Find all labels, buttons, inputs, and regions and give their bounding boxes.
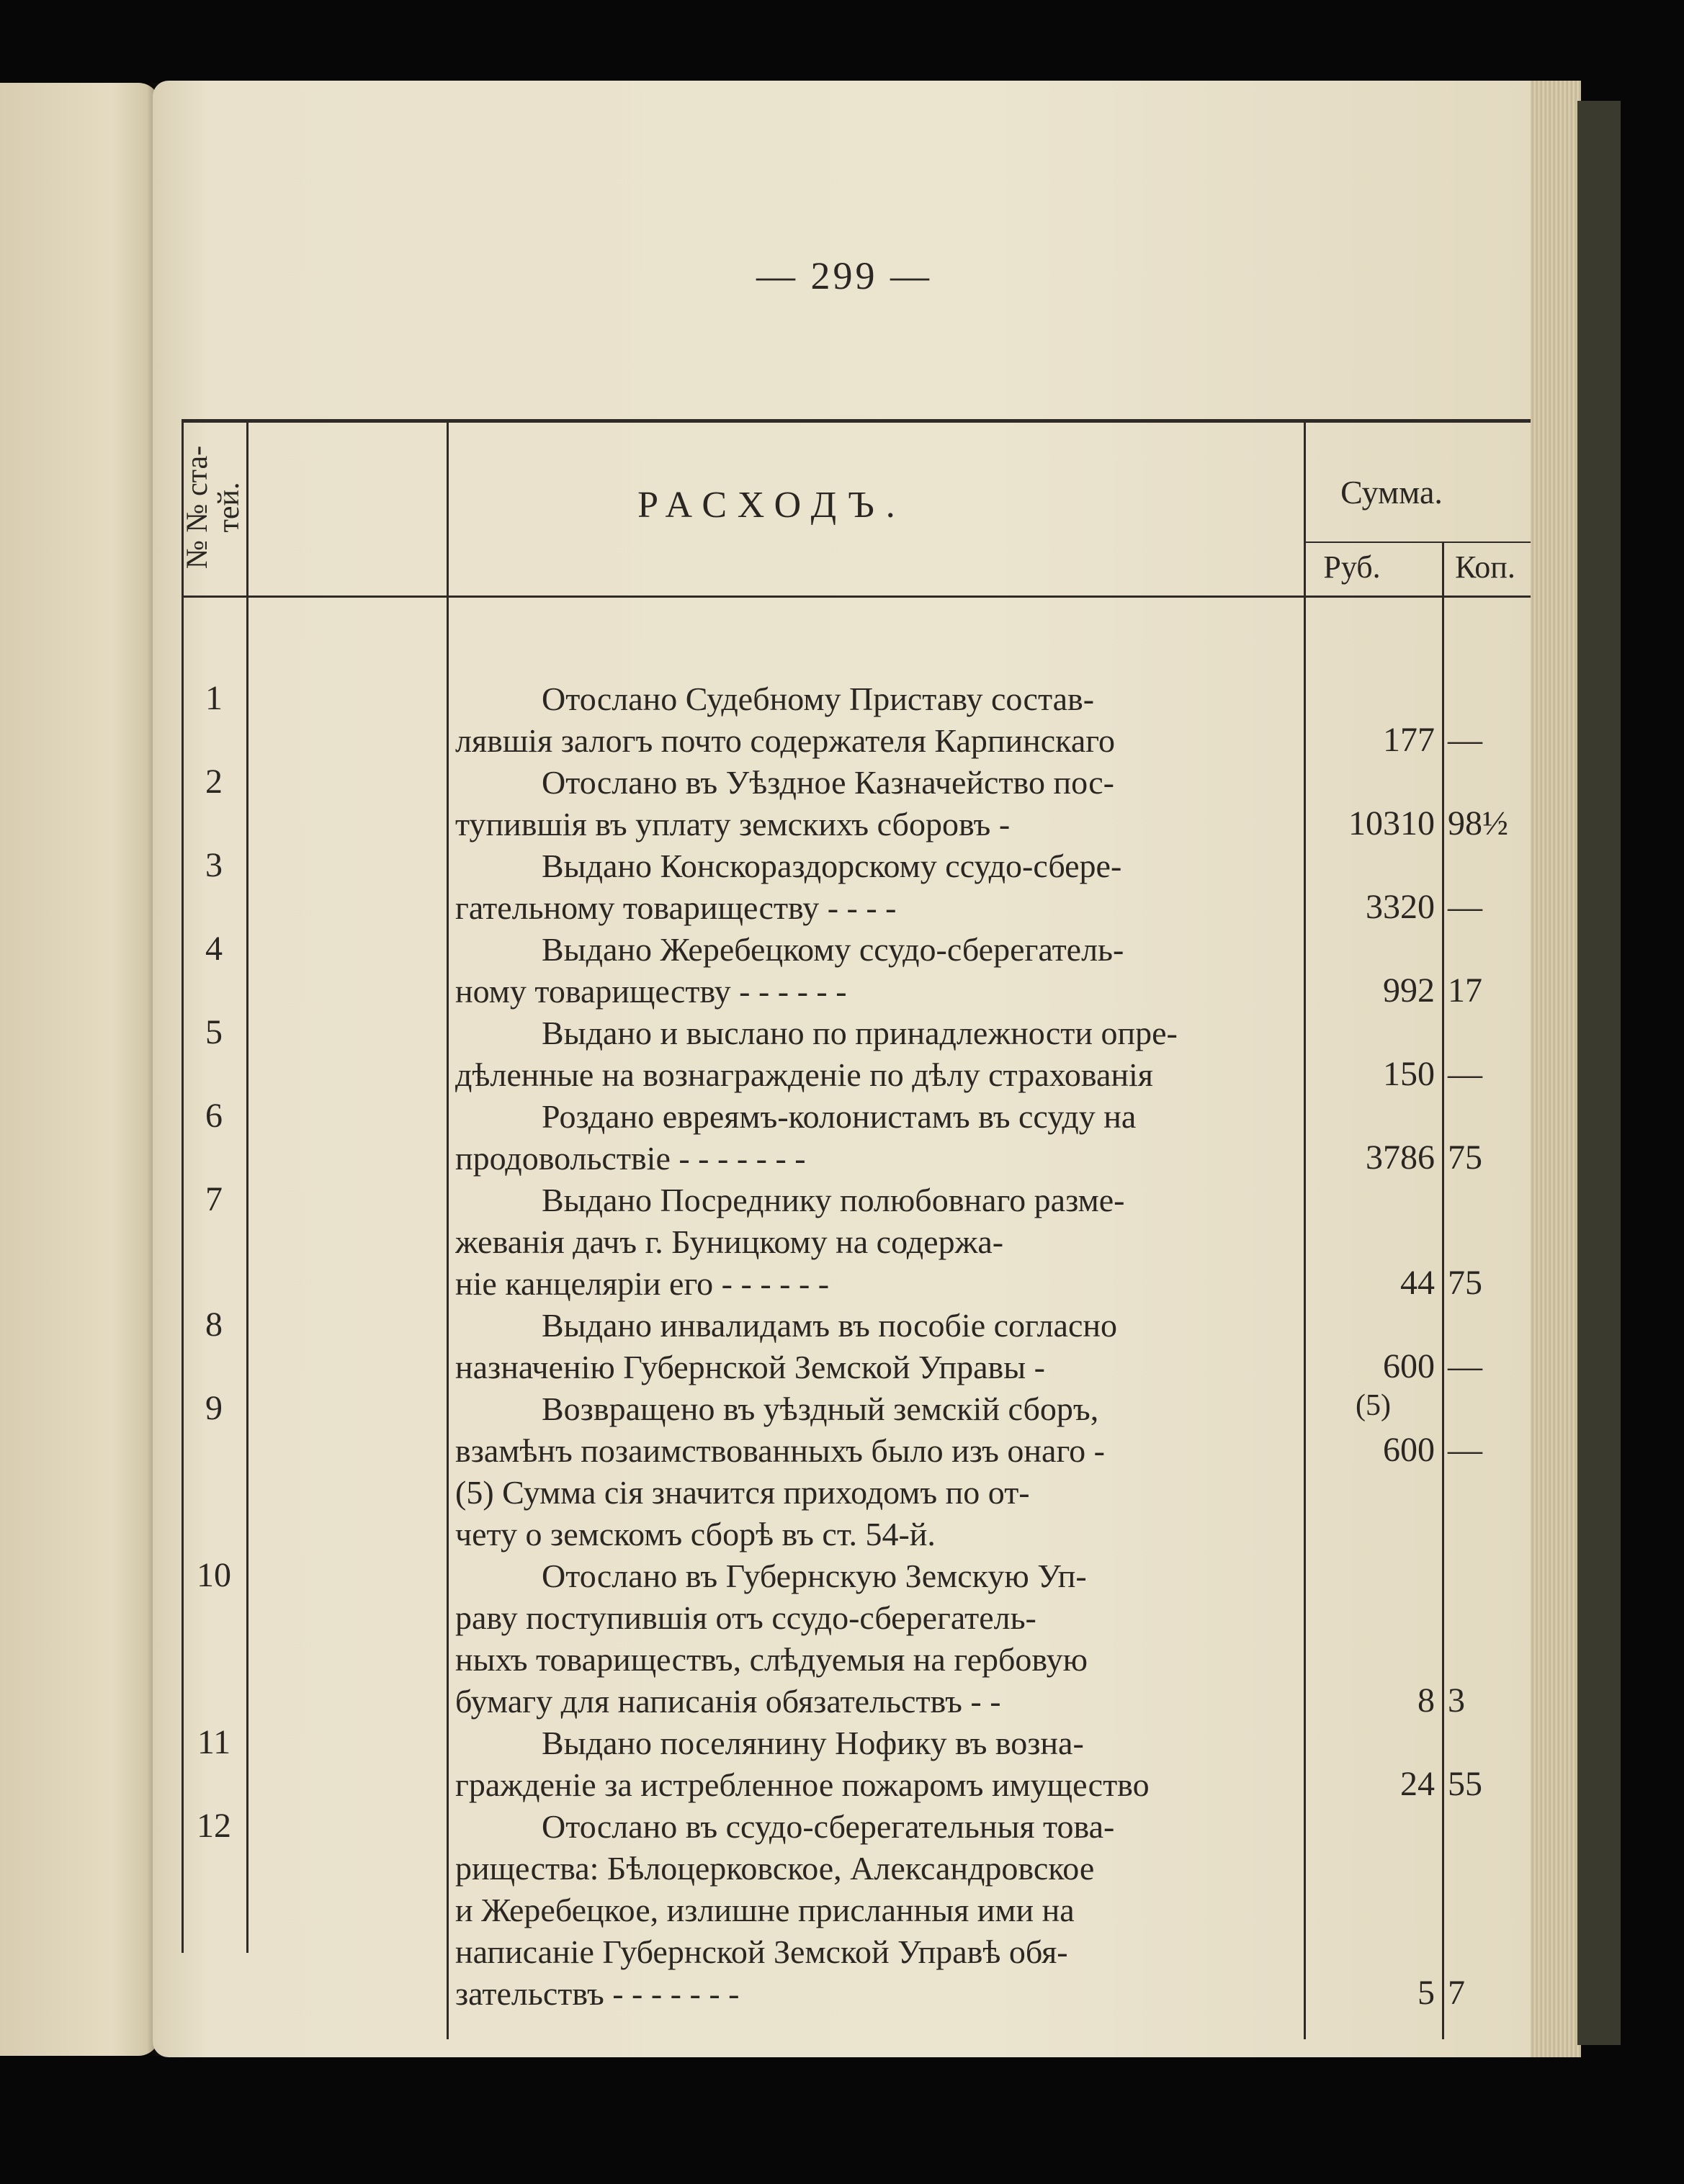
entry-line: тупившія въ уплату земскихъ сборовъ - [455,806,1011,842]
entry-line: ніе канцеляріи его - - - - - - [455,1265,830,1302]
entry-rubles: 10310 [1348,804,1435,842]
entry-rubles: 3786 [1366,1138,1435,1177]
entry-number: 3 [205,846,223,884]
entry-line: рищества: Бѣлоцерковское, Александровское [455,1850,1095,1887]
entry-line: Отослано въ ссудо-сберегательныя това- [542,1808,1115,1845]
entry-kopecks: 75 [1448,1264,1482,1302]
entry-number: 8 [205,1306,223,1344]
entry-line: гательному товариществу - - - - [455,889,897,926]
page-number: — 299 — [756,254,932,297]
entry-rubles: 5 [1417,1974,1435,2012]
entry-number: 10 [197,1556,231,1594]
entry-line: Отослано въ Уѣздное Казначейство пос- [542,764,1114,801]
entry-line: Отослано въ Губернскую Земскую Уп- [542,1558,1087,1594]
entry-rubles: 177 [1383,721,1435,759]
entry-number: 6 [205,1097,223,1135]
entry-rubles: 150 [1383,1055,1435,1093]
entry-number: 7 [205,1180,223,1218]
entry-line: Возвращено въ уѣздный земскій сборъ, [542,1390,1099,1427]
entry-line: Роздано евреямъ-колонистамъ въ ссуду на [542,1098,1137,1135]
left-page-edge [0,83,160,2056]
entry-line: Выдано Жеребецкому ссудо-сберегатель- [542,931,1124,968]
entry-line: раву поступившія отъ ссудо-сберегатель- [455,1599,1036,1636]
entry-number: 11 [197,1723,231,1761]
entry-kopecks: 3 [1448,1681,1465,1720]
entry-kopecks: — [1448,1431,1482,1469]
entry-line: гражденіе за истребленное пожаромъ имущество [455,1766,1150,1803]
entry-kopecks: — [1448,1347,1482,1385]
entry-rubles: 992 [1383,971,1435,1010]
article-number-header [182,423,246,592]
entry-number: 5 [205,1013,223,1051]
entry-kopecks: 75 [1448,1138,1482,1177]
entry-note-mark: (5) [1356,1389,1391,1422]
text-column-rule [447,419,449,2039]
entry-line: дѣленные на вознагражденіе по дѣлу страхованія [455,1056,1153,1093]
entry-number: 9 [205,1389,223,1427]
entry-number: 1 [205,679,223,717]
entry-line: Выдано инвалидамъ въ пособіе согласно [542,1307,1117,1344]
entry-line: (5) Сумма сія значится приходомъ по от- [455,1474,1030,1511]
entry-kopecks: — [1448,721,1482,759]
table-header-rule [182,596,1536,598]
book-page [153,81,1536,2057]
expense-title: РАСХОДЪ. [637,485,907,526]
entry-kopecks: 98½ [1448,804,1508,842]
rub-header: Руб. [1323,549,1381,585]
entry-rubles: 44 [1400,1264,1435,1302]
entry-line: бумагу для написанія обязательствъ - - [455,1683,1001,1720]
entry-line: Выдано Конскораздорскому ссудо-сбере- [542,848,1122,884]
entry-line: написаніе Губернской Земской Управѣ обя- [455,1933,1068,1970]
entry-line: продовольствіе - - - - - - - [455,1140,806,1177]
entry-line: лявшія залогъ почто содержателя Карпинскаго [455,722,1115,759]
entry-number: 2 [205,763,223,801]
entry-line: Выдано поселянину Нофику въ возна- [542,1725,1084,1761]
num-column-rule [246,419,248,1953]
entry-line: и Жеребецкое, излишне присланныя ими на [455,1892,1075,1928]
entry-line: Отослано Судебному Приставу состав- [542,680,1095,717]
entry-line: Выдано и выслано по принадлежности опре- [542,1015,1178,1051]
entry-kopecks: — [1448,1055,1482,1093]
entry-line: назначенію Губернской Земской Управы - [455,1349,1045,1385]
sum-header: Сумма. [1340,474,1443,511]
book-cover-edge [1577,101,1621,2045]
entry-number: 12 [197,1807,231,1845]
entry-number: 4 [205,930,223,968]
table-top-rule [182,419,1536,423]
entry-kopecks: 55 [1448,1765,1482,1803]
entry-line: Выдано Посреднику полюбовнаго разме- [542,1182,1125,1218]
entry-rubles: 24 [1400,1765,1435,1803]
entry-text [455,1388,1485,1555]
entry-kopecks: — [1448,888,1482,926]
article-number-header-label: № № ста- тей. [181,445,246,570]
entry-rubles: 8 [1417,1681,1435,1720]
kop-header: Коп. [1455,549,1515,585]
sum-subheader-rule [1305,541,1536,543]
entry-line: зательствъ - - - - - - - [455,1975,740,2012]
entry-line: ныхъ товариществъ, слѣдуемыя на гербовую [455,1641,1088,1678]
entry-rubles: 600 [1383,1347,1435,1385]
page-edges [1531,81,1581,2057]
entry-line: жеванія дачъ г. Буницкому на содержа- [455,1223,1004,1260]
entry-rubles: 600 [1383,1431,1435,1469]
entry-line: ному товариществу - - - - - - [455,973,847,1010]
entry-kopecks: 7 [1448,1974,1465,2012]
entry-line: чету о земскомъ сборѣ въ ст. 54-й. [455,1516,936,1552]
entry-line: взамѣнъ позаимствованныхъ было изъ онаго - [455,1432,1105,1469]
entry-rubles: 3320 [1366,888,1435,926]
entry-kopecks: 17 [1448,971,1482,1010]
